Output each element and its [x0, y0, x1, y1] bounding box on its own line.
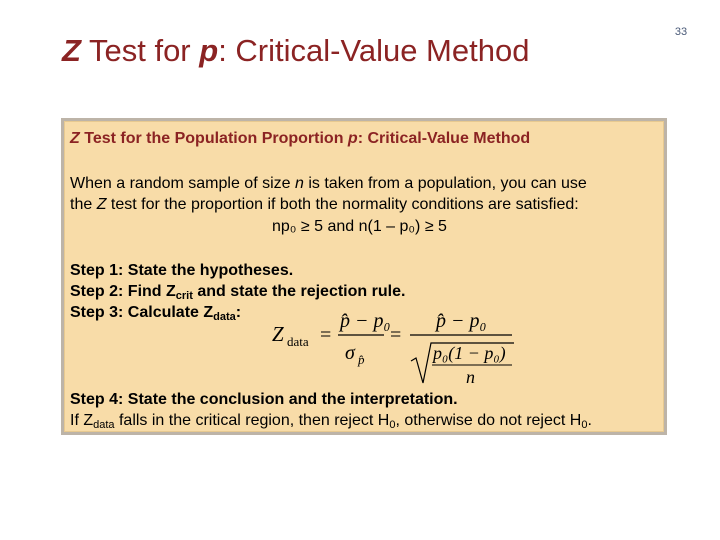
final-mid: falls in the critical region, then reject H [114, 412, 390, 429]
formula-sqrt-denominator: n [466, 367, 475, 387]
step2-pre: Step 2: Find Z [70, 283, 176, 300]
z-statistic-formula [270, 307, 520, 387]
formula-sigma-sub: p̂ [358, 352, 365, 367]
step2-sub: crit [175, 290, 193, 302]
title-part2: : Critical-Value Method [218, 33, 530, 68]
step-4: Step 4: State the conclusion and the interpretation. [70, 391, 458, 408]
normality-conditions: np₀ ≥ 5 and n(1 – p₀) ≥ 5 [272, 218, 447, 235]
step2-post: and state the rejection rule. [192, 283, 406, 300]
title-part1: Test for [80, 33, 200, 68]
definition-box [61, 118, 667, 435]
title-z: Z [62, 33, 81, 68]
slide-title [62, 33, 529, 69]
formula-numerator-2: p̂ − p₀ [436, 310, 487, 332]
intro-line-1 [70, 175, 587, 193]
intro1-pre: When a random sample of size [70, 175, 295, 192]
step-1: Step 1: State the hypotheses. [70, 262, 294, 279]
title-p: p [199, 33, 219, 68]
intro2-pre: the [70, 196, 97, 213]
final-h-sub-2: 0 [581, 419, 588, 431]
formula-lhs: Z [272, 322, 284, 346]
step-3 [70, 304, 241, 322]
box-heading [70, 130, 530, 148]
decision-rule [70, 412, 592, 430]
formula-eq1: = [320, 324, 332, 346]
final-post: . [587, 412, 592, 429]
heading-part1: Test for the Population Proportion [79, 130, 348, 147]
final-h-sub-1: 0 [389, 419, 396, 431]
intro1-n: n [295, 175, 304, 192]
heading-p: p [347, 130, 358, 147]
heading-z: Z [70, 130, 80, 147]
step3-post: : [235, 304, 242, 321]
slide-number: 33 [674, 26, 688, 38]
intro2-post: test for the proportion if both the normality conditions are satisfied: [106, 196, 579, 213]
formula-sqrt-numerator: p₀(1 − p₀) [433, 343, 506, 363]
heading-part2: : Critical-Value Method [357, 130, 531, 147]
formula-sigma: σ [345, 342, 355, 364]
intro-line-2 [70, 196, 579, 214]
final-mid2: , otherwise do not reject H [395, 412, 582, 429]
final-pre: If Z [70, 412, 94, 429]
formula-eq2: = [390, 324, 402, 346]
formula-lhs-sub: data [287, 334, 309, 349]
step3-sub: data [213, 311, 236, 323]
step-2 [70, 283, 405, 301]
final-sub: data [93, 419, 115, 431]
intro1-post: is taken from a population, you can use [303, 175, 587, 192]
formula-numerator-1: p̂ − p₀ [340, 310, 391, 332]
intro2-z: Z [96, 196, 107, 213]
step3-pre: Step 3: Calculate Z [70, 304, 214, 321]
